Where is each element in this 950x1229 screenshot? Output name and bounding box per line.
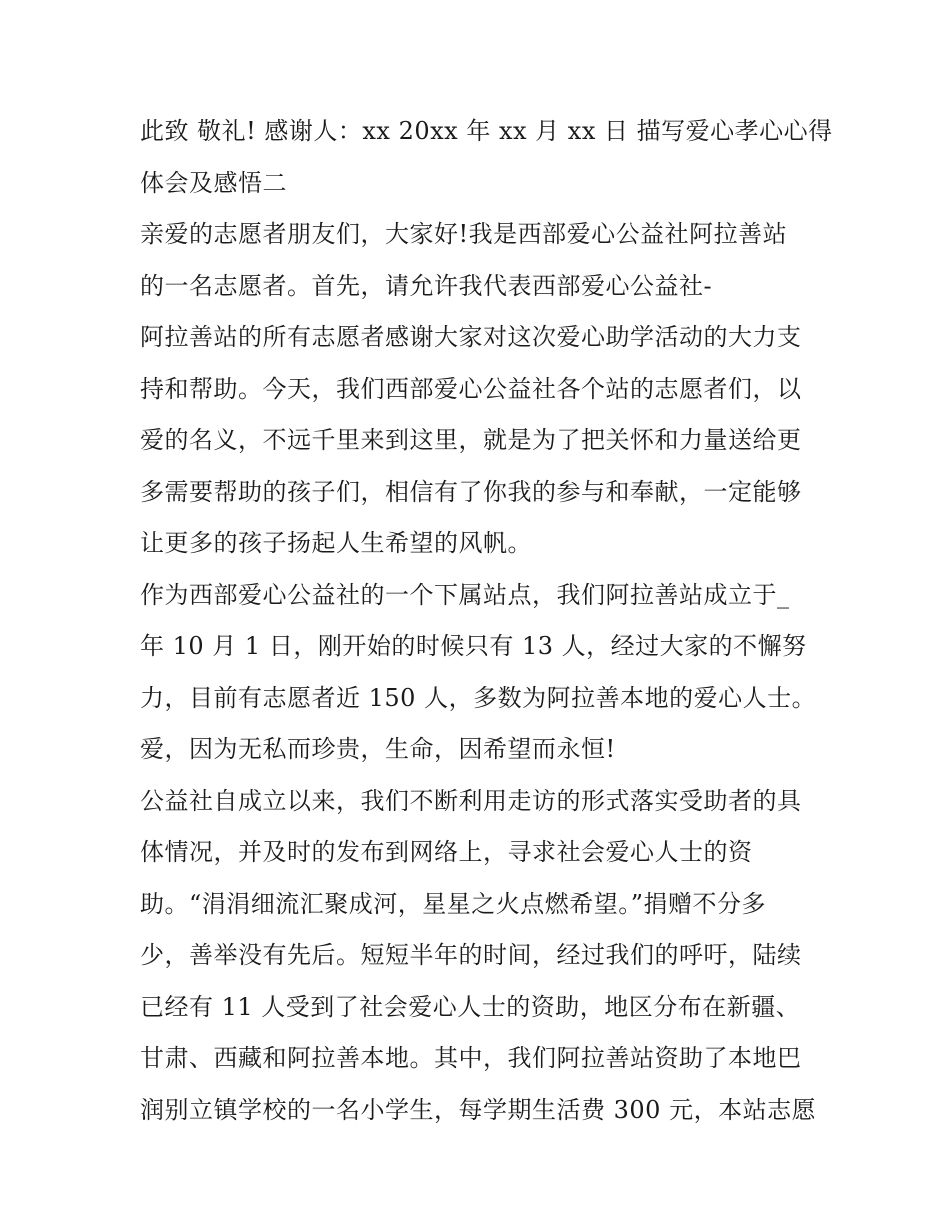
text-line: 此致 敬礼! 感谢人：xx 20xx 年 xx 月 xx 日 描写爱心孝心心得 xyxy=(140,117,833,145)
text-line: 少，善举没有先后。短短半年的时间，经过我们的呼吁，陆续 xyxy=(140,941,802,969)
text-line: 的一名志愿者。首先，请允许我代表西部爱心公益社- xyxy=(140,271,713,300)
text-line: 阿拉善站的所有志愿者感谢大家对这次爱心助学活动的大力支 xyxy=(140,323,802,351)
text-line: 甘肃、西藏和阿拉善本地。其中，我们阿拉善站资助了本地巴 xyxy=(140,1044,802,1072)
text-line: 助。“涓涓细流汇聚成河，星星之火点燃希望。”捐赠不分多 xyxy=(140,889,767,918)
text-line: 公益社自成立以来，我们不断利用走访的形式落实受助者的具 xyxy=(140,786,802,815)
text-line: 作为西部爱心公益社的一个下属站点，我们阿拉善站成立于_ xyxy=(140,580,790,609)
text-line: 让更多的孩子扬起人生希望的风帆。 xyxy=(140,529,532,557)
text-line: 年 10 月 1 日，刚开始的时候只有 13 人，经过大家的不懈努 xyxy=(140,632,807,660)
text-line: 已经有 11 人受到了社会爱心人士的资助，地区分布在新疆、 xyxy=(140,992,801,1021)
text-line: 爱的名义，不远千里来到这里，就是为了把关怀和力量送给更 xyxy=(140,426,802,454)
text-line: 体会及感悟二 xyxy=(140,168,287,197)
document-body xyxy=(140,106,833,1136)
text-line: 多需要帮助的孩子们，相信有了你我的参与和奉献，一定能够 xyxy=(140,477,802,506)
text-line: 爱，因为无私而珍贵，生命，因希望而永恒! xyxy=(140,735,616,763)
text-line: 亲爱的志愿者朋友们，大家好!我是西部爱心公益社阿拉善站 xyxy=(140,220,788,248)
text-line: 力，目前有志愿者近 150 人，多数为阿拉善本地的爱心人士。 xyxy=(140,683,817,712)
text-line: 润别立镇学校的一名小学生，每学期生活费 300 元，本站志愿 xyxy=(140,1095,817,1124)
text-line: 体情况，并及时的发布到网络上，寻求社会爱心人士的资 xyxy=(140,838,753,866)
text-line: 持和帮助。今天，我们西部爱心公益社各个站的志愿者们，以 xyxy=(140,374,802,403)
